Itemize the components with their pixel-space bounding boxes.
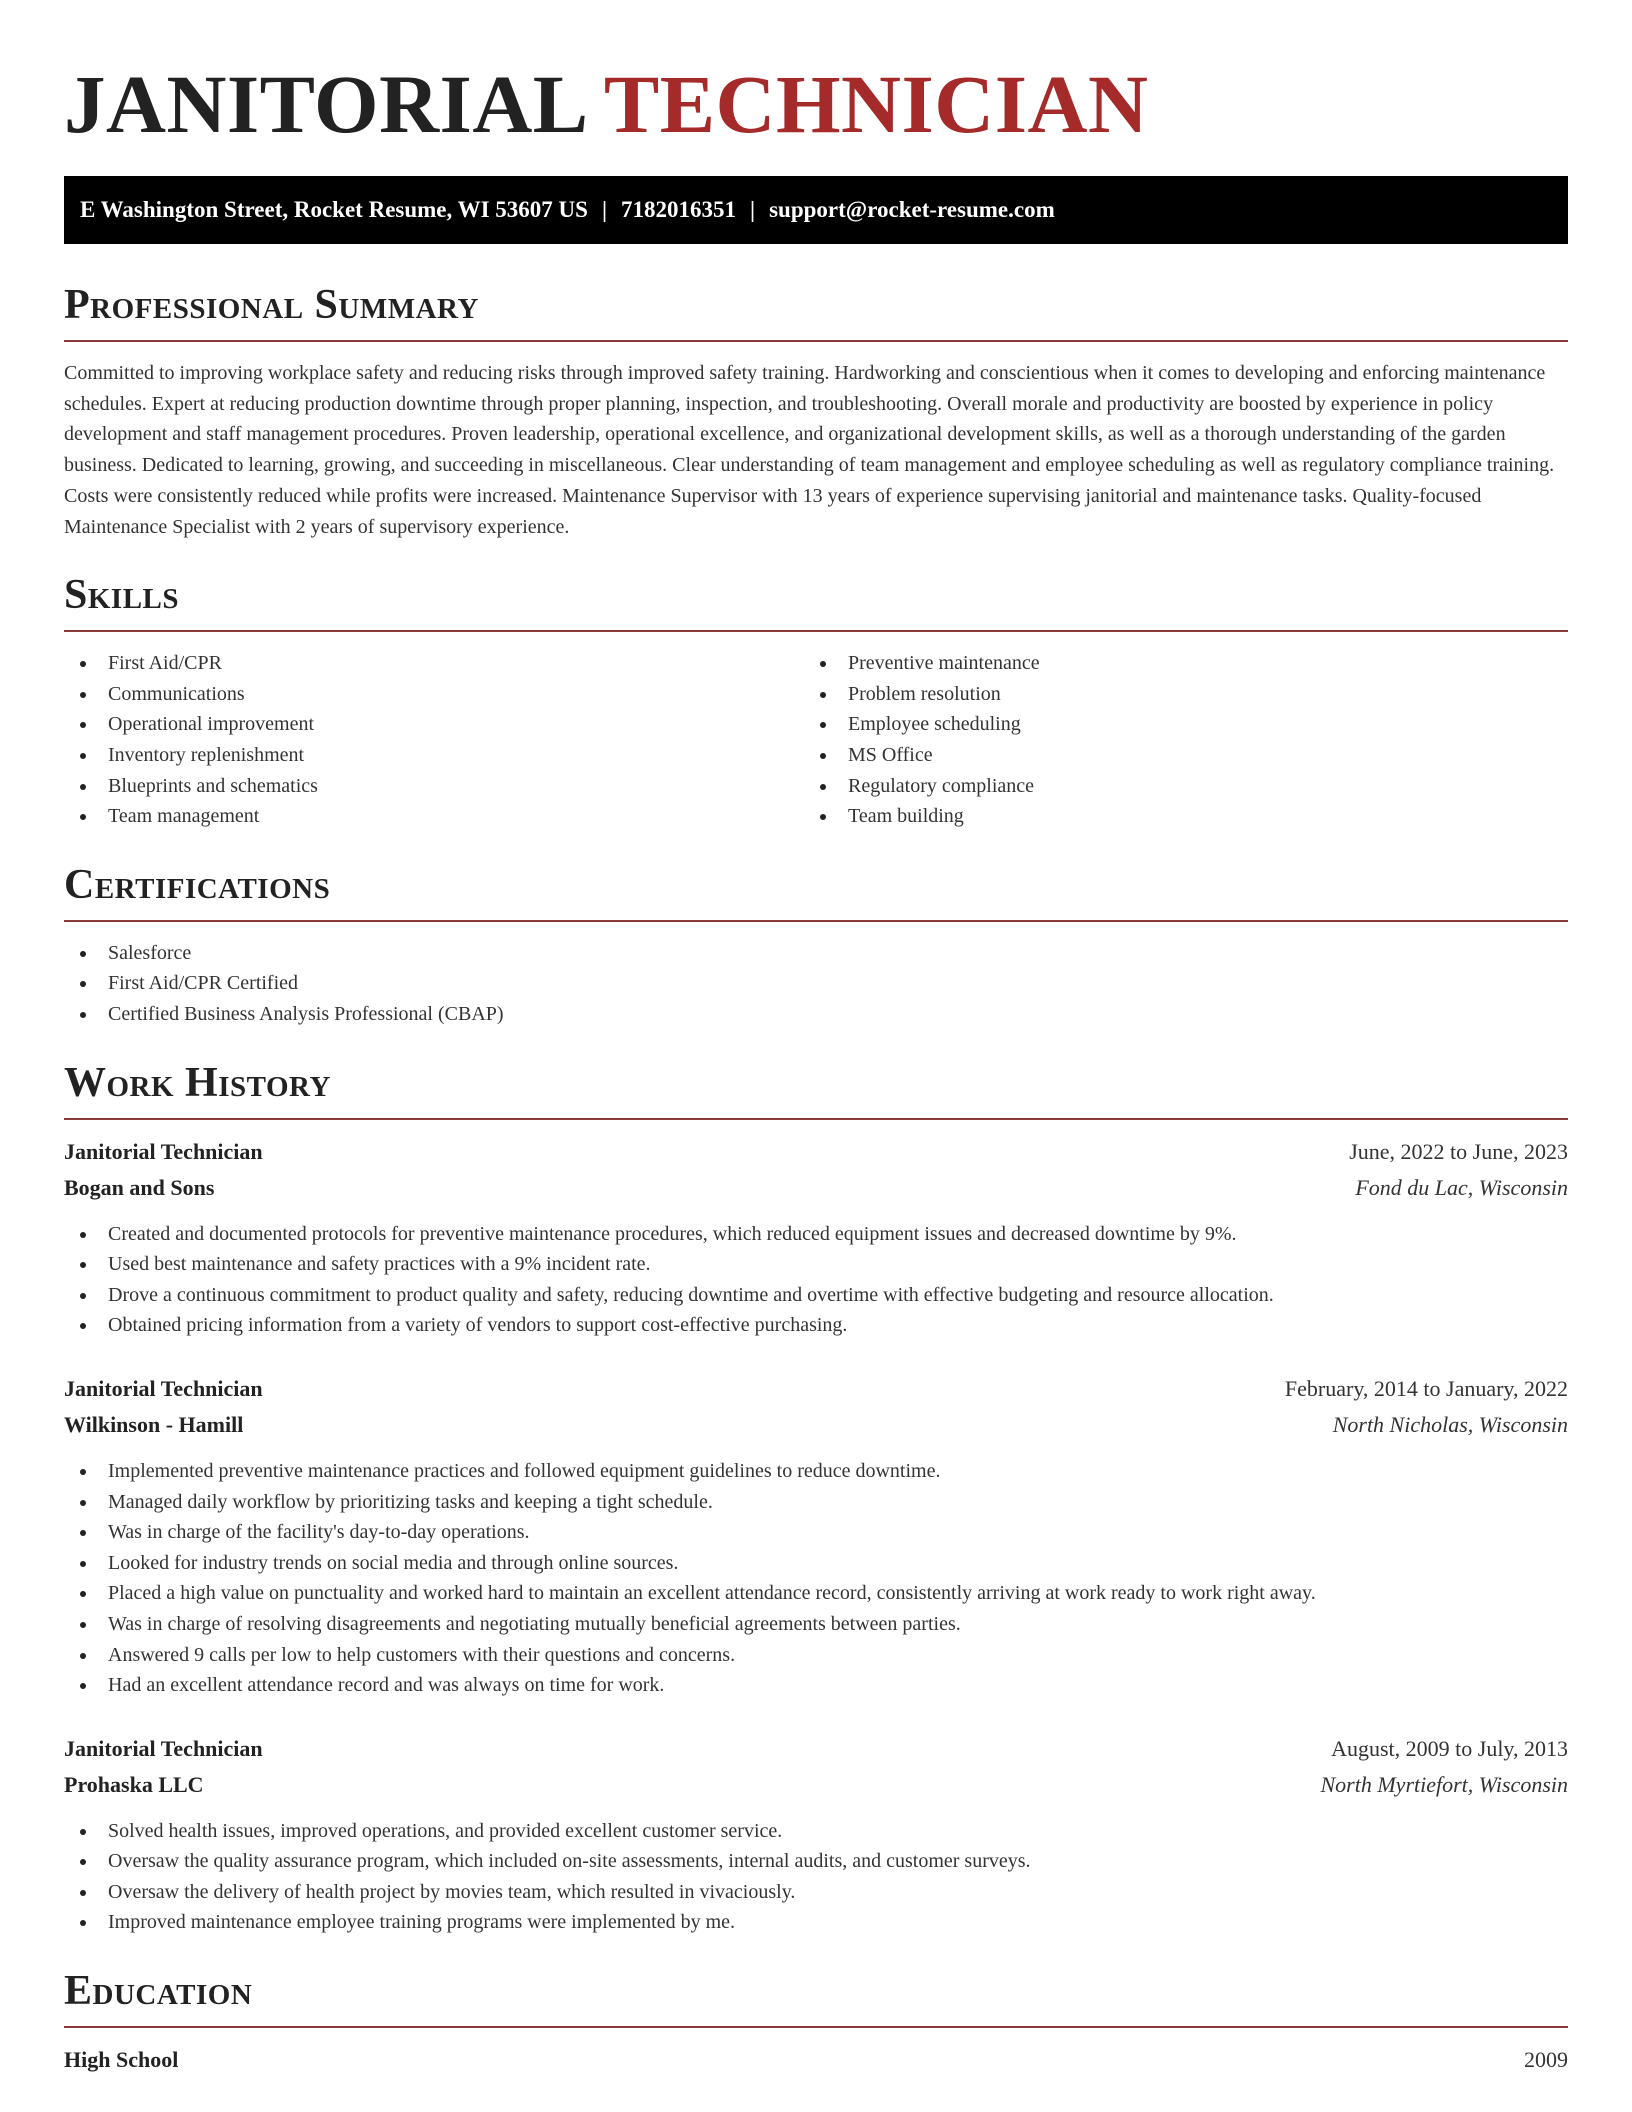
title-first-word: JANITORIAL: [64, 58, 585, 150]
job-bullet: Had an excellent attendance record and was always on time for work.: [64, 1670, 1568, 1701]
section-divider: [64, 340, 1568, 342]
skill-item: First Aid/CPR: [64, 648, 804, 679]
education-entry: [64, 2042, 1568, 2079]
section-divider: [64, 920, 1568, 922]
education-heading: Education: [64, 1968, 253, 2015]
section-divider: [64, 2026, 1568, 2028]
job-header-row: [64, 1134, 1568, 1171]
work-history-heading: Work History: [64, 1059, 331, 1106]
skill-item: Blueprints and schematics: [64, 771, 804, 802]
job-title: Janitorial Technician: [64, 1138, 263, 1164]
certifications-heading: Certifications: [64, 861, 331, 908]
job-header-row: [64, 1731, 1568, 1768]
job-bullet: Was in charge of the facility's day-to-day operations.: [64, 1517, 1568, 1548]
skills-grid: [64, 648, 1568, 832]
job-dates: February, 2014 to January, 2022: [1284, 1375, 1568, 1401]
job-entry: [64, 1371, 1568, 1701]
job-company-row: [64, 1170, 1568, 1207]
job-location: North Nicholas, Wisconsin: [1332, 1412, 1568, 1438]
job-bullet: Implemented preventive maintenance practices and followed equipment guidelines to reduce downtime.: [64, 1456, 1568, 1487]
job-title: Janitorial Technician: [64, 1375, 263, 1401]
contact-email: support@rocket-resume.com: [769, 197, 1055, 222]
work-history-section: [64, 1058, 1568, 1939]
skills-list-left: [64, 648, 804, 832]
job-location: North Myrtiefort, Wisconsin: [1320, 1772, 1568, 1798]
certifications-list: [64, 938, 1568, 1030]
job-entry: [64, 1731, 1568, 1938]
certification-item: Certified Business Analysis Professional (CBAP): [64, 999, 1568, 1030]
skills-section: [64, 570, 1568, 832]
contact-address: E Washington Street, Rocket Resume, WI 53607 US: [80, 197, 588, 222]
job-title: Janitorial Technician: [64, 1735, 263, 1761]
contact-separator: |: [750, 197, 756, 222]
job-bullet: Improved maintenance employee training programs were implemented by me.: [64, 1907, 1568, 1938]
skill-item: Team management: [64, 801, 804, 832]
job-bullet: Solved health issues, improved operations, and provided excellent customer service.: [64, 1816, 1568, 1847]
section-divider: [64, 1118, 1568, 1120]
skill-item: Regulatory compliance: [804, 771, 1544, 802]
certifications-section: [64, 860, 1568, 1030]
summary-section: [64, 280, 1568, 542]
job-bullet: Was in charge of resolving disagreements and negotiating mutually beneficial agreements between parties.: [64, 1609, 1568, 1640]
summary-heading: Professional Summary: [64, 282, 479, 328]
job-company: Wilkinson - Hamill: [64, 1412, 244, 1438]
skill-item: Employee scheduling: [804, 709, 1544, 740]
skill-item: Inventory replenishment: [64, 740, 804, 771]
contact-bar: [64, 176, 1568, 244]
job-bullet: Created and documented protocols for preventive maintenance procedures, which reduced equipment issues and decreased downtime by 9%.: [64, 1219, 1568, 1250]
job-bullet: Obtained pricing information from a variety of vendors to support cost-effective purchasing.: [64, 1310, 1568, 1341]
job-company: Bogan and Sons: [64, 1175, 215, 1201]
job-bullets: [64, 1816, 1568, 1938]
certification-item: First Aid/CPR Certified: [64, 968, 1568, 999]
job-location: Fond du Lac, Wisconsin: [1355, 1175, 1568, 1201]
skill-item: Operational improvement: [64, 709, 804, 740]
resume-title: [64, 0, 1568, 176]
job-dates: June, 2022 to June, 2023: [1349, 1138, 1568, 1164]
job-dates: August, 2009 to July, 2013: [1331, 1735, 1568, 1761]
contact-phone: 7182016351: [621, 197, 737, 222]
job-bullets: [64, 1219, 1568, 1341]
skill-item: Problem resolution: [804, 679, 1544, 710]
education-section: [64, 1966, 1568, 2079]
job-bullet: Placed a high value on punctuality and worked hard to maintain an excellent attendance record, consistently arriving at work ready to work right away.: [64, 1578, 1568, 1609]
job-bullets: [64, 1456, 1568, 1701]
job-company-row: [64, 1407, 1568, 1444]
title-last-word: TECHNICIAN: [603, 58, 1149, 150]
skill-item: MS Office: [804, 740, 1544, 771]
section-divider: [64, 630, 1568, 632]
job-bullet: Used best maintenance and safety practices with a 9% incident rate.: [64, 1249, 1568, 1280]
contact-separator: |: [601, 197, 608, 222]
job-bullet: Oversaw the quality assurance program, which included on-site assessments, internal audits, and customer surveys.: [64, 1846, 1568, 1877]
job-bullet: Looked for industry trends on social media and through online sources.: [64, 1548, 1568, 1579]
skill-item: Team building: [804, 801, 1544, 832]
education-year: 2009: [1524, 2047, 1568, 2073]
skill-item: Preventive maintenance: [804, 648, 1544, 679]
job-entry: [64, 1134, 1568, 1341]
skills-heading: Skills: [64, 572, 180, 619]
job-bullet: Oversaw the delivery of health project by movies team, which resulted in vivaciously.: [64, 1877, 1568, 1908]
certification-item: Salesforce: [64, 938, 1568, 969]
summary-text: Committed to improving workplace safety and reducing risks through improved safety training. Hardworking and conscientious when it comes to developing and enforcing maintenance schedules. Expert at reducing production downtime through proper planning, inspection, and troubleshooting. Overall morale and productivity are boosted by experience in policy development and staff management procedures. Proven leadership, operational excellence, and organizational development skills, as well as a thorough understanding of the garden business. Dedicated to learning, growing, and succeeding in miscellaneous. Clear understanding of team management and employee scheduling as well as regulatory compliance training. Costs were consistently reduced while profits were increased. Maintenance Supervisor with 13 years of experience supervising janitorial and maintenance tasks. Quality-focused Maintenance Specialist with 2 years of supervisory experience.: [64, 362, 1555, 538]
job-header-row: [64, 1371, 1568, 1408]
job-bullet: Drove a continuous commitment to product quality and safety, reducing downtime and overtime with effective budgeting and resource allocation.: [64, 1280, 1568, 1311]
job-bullet: Managed daily workflow by prioritizing tasks and keeping a tight schedule.: [64, 1487, 1568, 1518]
job-company: Prohaska LLC: [64, 1772, 204, 1798]
education-degree: High School: [64, 2047, 179, 2073]
skill-item: Communications: [64, 679, 804, 710]
skills-list-right: [804, 648, 1544, 832]
job-company-row: [64, 1767, 1568, 1804]
job-bullet: Answered 9 calls per low to help customers with their questions and concerns.: [64, 1640, 1568, 1671]
